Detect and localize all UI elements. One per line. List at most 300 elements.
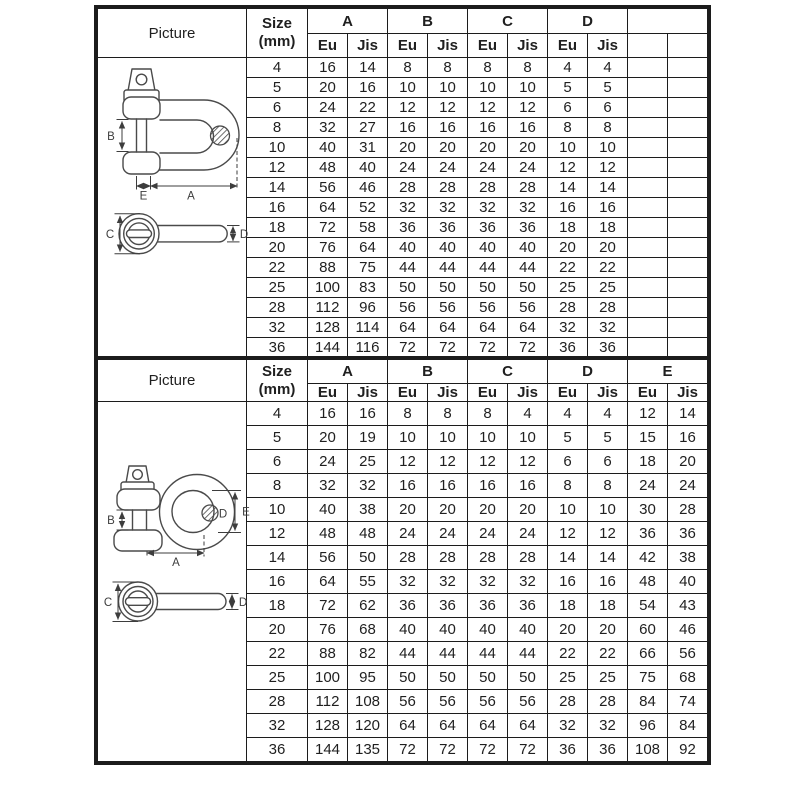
value-cell: 72	[508, 338, 548, 358]
dimension-d	[226, 594, 247, 610]
value-cell: 12	[428, 450, 468, 474]
value-cell	[668, 78, 708, 98]
value-cell	[628, 138, 668, 158]
value-cell: 50	[508, 666, 548, 690]
value-cell: 10	[468, 426, 508, 450]
value-cell: 14	[548, 178, 588, 198]
top-lug	[123, 97, 160, 119]
value-cell: 40	[388, 618, 428, 642]
value-cell: 20	[308, 426, 348, 450]
value-cell: 32	[428, 570, 468, 594]
value-cell	[628, 158, 668, 178]
size-cell: 28	[247, 690, 308, 714]
size-header-line1: Size	[261, 15, 292, 32]
value-cell: 6	[548, 450, 588, 474]
subheader-jis: Jis	[588, 34, 628, 58]
value-cell: 4	[588, 58, 628, 78]
value-cell: 24	[628, 474, 668, 498]
value-cell: 52	[348, 198, 388, 218]
dee-shackle-drawing	[100, 58, 250, 263]
screw-slot	[126, 598, 151, 606]
value-cell: 50	[428, 666, 468, 690]
value-cell: 31	[348, 138, 388, 158]
dim-label-d-section: D	[218, 508, 228, 521]
value-cell: 72	[388, 738, 428, 762]
value-cell: 36	[428, 594, 468, 618]
value-cell: 40	[468, 238, 508, 258]
value-cell: 20	[588, 238, 628, 258]
dee-shackle-front-view	[107, 69, 239, 203]
value-cell: 20	[388, 138, 428, 158]
value-cell: 108	[348, 690, 388, 714]
bow-shackle-svg	[100, 453, 252, 625]
value-cell: 72	[428, 738, 468, 762]
value-cell: 40	[308, 138, 348, 158]
value-cell: 72	[468, 338, 508, 358]
subheader-jis: Jis	[428, 34, 468, 58]
size-cell: 5	[247, 426, 308, 450]
value-cell: 12	[508, 450, 548, 474]
dim-label-e: E	[242, 506, 250, 519]
value-cell: 44	[468, 258, 508, 278]
value-cell: 4	[548, 58, 588, 78]
value-cell: 10	[548, 138, 588, 158]
value-cell: 4	[588, 402, 628, 426]
value-cell	[668, 238, 708, 258]
value-cell: 56	[308, 178, 348, 198]
pin-head-hole	[136, 74, 147, 85]
subheader-eu: Eu	[308, 34, 348, 58]
dimension-d	[227, 226, 248, 242]
value-cell: 20	[388, 498, 428, 522]
value-cell: 75	[628, 666, 668, 690]
value-cell	[628, 198, 668, 218]
dee-shackle-side-view	[106, 214, 248, 254]
value-cell: 25	[548, 666, 588, 690]
bow-shackle-side-view	[104, 582, 247, 622]
value-cell: 40	[428, 618, 468, 642]
value-cell: 43	[668, 594, 708, 618]
value-cell: 72	[468, 738, 508, 762]
column-group-b: B	[388, 9, 468, 34]
value-cell: 28	[428, 178, 468, 198]
value-cell	[668, 178, 708, 198]
value-cell	[668, 198, 708, 218]
value-cell: 10	[508, 426, 548, 450]
value-cell: 64	[308, 198, 348, 218]
subheader-eu: Eu	[548, 34, 588, 58]
value-cell: 76	[308, 618, 348, 642]
value-cell: 27	[348, 118, 388, 138]
value-cell: 15	[628, 426, 668, 450]
value-cell: 36	[388, 594, 428, 618]
value-cell: 112	[308, 298, 348, 318]
value-cell: 44	[468, 642, 508, 666]
value-cell: 10	[388, 426, 428, 450]
value-cell: 32	[468, 570, 508, 594]
value-cell: 18	[588, 594, 628, 618]
value-cell: 20	[308, 78, 348, 98]
value-cell: 6	[588, 98, 628, 118]
value-cell: 8	[468, 402, 508, 426]
value-cell	[668, 258, 708, 278]
value-cell: 40	[468, 618, 508, 642]
value-cell: 12	[428, 98, 468, 118]
value-cell: 12	[588, 522, 628, 546]
value-cell: 50	[428, 278, 468, 298]
value-cell: 36	[668, 522, 708, 546]
value-cell: 14	[548, 546, 588, 570]
value-cell: 28	[468, 178, 508, 198]
size-cell: 6	[247, 450, 308, 474]
value-cell: 10	[588, 498, 628, 522]
value-cell: 24	[468, 522, 508, 546]
value-cell: 44	[508, 642, 548, 666]
size-cell: 4	[247, 58, 308, 78]
value-cell: 10	[468, 78, 508, 98]
value-cell: 128	[308, 318, 348, 338]
value-cell: 24	[388, 522, 428, 546]
value-cell	[628, 338, 668, 358]
value-cell: 36	[508, 594, 548, 618]
value-cell: 10	[428, 426, 468, 450]
value-cell: 84	[668, 714, 708, 738]
value-cell: 50	[468, 666, 508, 690]
value-cell: 24	[508, 158, 548, 178]
value-cell: 16	[548, 198, 588, 218]
value-cell: 82	[348, 642, 388, 666]
value-cell: 54	[628, 594, 668, 618]
value-cell: 22	[588, 642, 628, 666]
value-cell: 14	[588, 178, 628, 198]
value-cell: 8	[588, 118, 628, 138]
value-cell: 83	[348, 278, 388, 298]
value-cell: 12	[388, 98, 428, 118]
value-cell: 32	[428, 198, 468, 218]
value-cell: 64	[468, 714, 508, 738]
column-group-blank	[628, 9, 708, 34]
column-group-d: D	[548, 9, 628, 34]
value-cell: 64	[388, 318, 428, 338]
value-cell: 76	[308, 238, 348, 258]
column-group-c: C	[468, 9, 548, 34]
value-cell: 36	[588, 338, 628, 358]
value-cell: 36	[548, 738, 588, 762]
subheader-blank	[628, 34, 668, 58]
subheader-eu: Eu	[388, 34, 428, 58]
value-cell: 6	[548, 98, 588, 118]
value-cell: 28	[588, 298, 628, 318]
subheader-blank	[668, 34, 708, 58]
value-cell: 112	[308, 690, 348, 714]
dim-label-e: E	[139, 190, 148, 203]
value-cell: 88	[308, 258, 348, 278]
subheader-jis: Jis	[588, 384, 628, 402]
dim-label-b: B	[107, 131, 115, 143]
size-cell: 5	[247, 78, 308, 98]
bow-shackle-front-view	[107, 466, 250, 569]
value-cell	[668, 98, 708, 118]
value-cell: 16	[388, 118, 428, 138]
value-cell	[628, 98, 668, 118]
value-cell: 68	[668, 666, 708, 690]
dimension-b	[107, 510, 128, 530]
value-cell: 20	[548, 618, 588, 642]
table-row	[98, 402, 708, 426]
column-group-c: C	[468, 360, 548, 384]
size-cell: 16	[247, 570, 308, 594]
value-cell: 74	[668, 690, 708, 714]
dimension-b	[107, 120, 128, 152]
subheader-jis: Jis	[668, 384, 708, 402]
value-cell	[668, 118, 708, 138]
value-cell: 44	[428, 258, 468, 278]
size-cell: 8	[247, 474, 308, 498]
value-cell: 28	[468, 546, 508, 570]
value-cell: 48	[348, 522, 388, 546]
value-cell: 114	[348, 318, 388, 338]
size-cell: 20	[247, 238, 308, 258]
size-cell: 18	[247, 218, 308, 238]
value-cell: 48	[628, 570, 668, 594]
size-column-header	[247, 360, 308, 402]
value-cell: 28	[508, 546, 548, 570]
value-cell: 10	[508, 78, 548, 98]
value-cell: 32	[388, 570, 428, 594]
value-cell	[628, 118, 668, 138]
value-cell: 12	[468, 450, 508, 474]
value-cell: 32	[508, 570, 548, 594]
size-cell: 32	[247, 318, 308, 338]
value-cell: 4	[548, 402, 588, 426]
value-cell: 20	[428, 138, 468, 158]
picture-column-header: Picture	[98, 9, 247, 58]
value-cell: 8	[548, 118, 588, 138]
value-cell: 5	[548, 426, 588, 450]
value-cell: 128	[308, 714, 348, 738]
size-cell: 32	[247, 714, 308, 738]
value-cell: 50	[348, 546, 388, 570]
value-cell: 36	[388, 218, 428, 238]
size-cell: 22	[247, 642, 308, 666]
value-cell	[628, 58, 668, 78]
value-cell: 20	[468, 138, 508, 158]
value-cell: 16	[428, 118, 468, 138]
subheader-jis: Jis	[508, 384, 548, 402]
size-cell: 14	[247, 546, 308, 570]
value-cell: 18	[628, 450, 668, 474]
value-cell: 24	[468, 158, 508, 178]
value-cell: 36	[548, 338, 588, 358]
value-cell: 24	[508, 522, 548, 546]
value-cell: 20	[508, 138, 548, 158]
value-cell: 10	[428, 78, 468, 98]
subheader-eu: Eu	[548, 384, 588, 402]
value-cell: 135	[348, 738, 388, 762]
value-cell: 32	[548, 318, 588, 338]
value-cell: 24	[668, 474, 708, 498]
bow-shackle-drawing	[100, 453, 252, 625]
value-cell: 25	[588, 278, 628, 298]
value-cell: 16	[308, 58, 348, 78]
value-cell: 56	[428, 690, 468, 714]
value-cell: 22	[548, 642, 588, 666]
value-cell: 16	[348, 402, 388, 426]
column-group-a: A	[308, 360, 388, 384]
value-cell: 12	[468, 98, 508, 118]
subheader-jis: Jis	[348, 34, 388, 58]
value-cell: 116	[348, 338, 388, 358]
value-cell: 44	[428, 642, 468, 666]
size-cell: 8	[247, 118, 308, 138]
size-cell: 18	[247, 594, 308, 618]
value-cell	[628, 258, 668, 278]
value-cell: 5	[588, 78, 628, 98]
value-cell: 40	[508, 238, 548, 258]
size-cell: 28	[247, 298, 308, 318]
value-cell: 8	[548, 474, 588, 498]
value-cell	[628, 318, 668, 338]
value-cell	[628, 178, 668, 198]
value-cell: 24	[428, 522, 468, 546]
value-cell: 64	[348, 238, 388, 258]
value-cell: 16	[428, 474, 468, 498]
value-cell: 64	[508, 318, 548, 338]
value-cell: 28	[668, 498, 708, 522]
value-cell	[668, 318, 708, 338]
value-cell: 95	[348, 666, 388, 690]
value-cell: 96	[348, 298, 388, 318]
value-cell: 64	[428, 714, 468, 738]
value-cell: 18	[548, 594, 588, 618]
value-cell: 56	[428, 298, 468, 318]
value-cell: 88	[308, 642, 348, 666]
value-cell	[628, 238, 668, 258]
value-cell: 5	[588, 426, 628, 450]
size-cell: 22	[247, 258, 308, 278]
dim-label-b: B	[107, 515, 115, 527]
value-cell: 22	[348, 98, 388, 118]
dim-label-a: A	[172, 557, 180, 569]
size-column-header	[247, 9, 308, 58]
value-cell: 16	[468, 474, 508, 498]
value-cell: 12	[548, 158, 588, 178]
value-cell: 56	[508, 298, 548, 318]
value-cell: 32	[548, 714, 588, 738]
value-cell: 64	[468, 318, 508, 338]
value-cell: 36	[428, 218, 468, 238]
value-cell: 62	[348, 594, 388, 618]
subheader-jis: Jis	[428, 384, 468, 402]
size-cell: 4	[247, 402, 308, 426]
value-cell: 68	[348, 618, 388, 642]
value-cell: 40	[428, 238, 468, 258]
value-cell: 28	[388, 546, 428, 570]
column-group-e: E	[628, 360, 708, 384]
value-cell: 24	[308, 450, 348, 474]
value-cell: 40	[668, 570, 708, 594]
size-cell: 14	[247, 178, 308, 198]
value-cell	[668, 58, 708, 78]
value-cell: 50	[388, 666, 428, 690]
value-cell: 72	[428, 338, 468, 358]
top-lug	[117, 489, 160, 510]
pin-shaft-side	[151, 594, 226, 610]
value-cell: 66	[628, 642, 668, 666]
size-cell: 36	[247, 338, 308, 358]
dim-label-d-side: D	[238, 597, 248, 609]
value-cell: 24	[308, 98, 348, 118]
value-cell: 44	[508, 258, 548, 278]
value-cell: 100	[308, 666, 348, 690]
value-cell	[668, 218, 708, 238]
value-cell: 16	[548, 570, 588, 594]
value-cell: 32	[348, 474, 388, 498]
size-header-line1: Size	[261, 362, 292, 380]
value-cell: 46	[348, 178, 388, 198]
value-cell: 16	[348, 78, 388, 98]
value-cell	[628, 78, 668, 98]
size-cell: 10	[247, 138, 308, 158]
value-cell: 75	[348, 258, 388, 278]
value-cell	[628, 298, 668, 318]
value-cell: 22	[548, 258, 588, 278]
value-cell: 16	[388, 474, 428, 498]
value-cell: 72	[308, 594, 348, 618]
value-cell: 40	[388, 238, 428, 258]
value-cell: 56	[308, 546, 348, 570]
value-cell: 16	[508, 118, 548, 138]
size-header-line2: (mm)	[258, 33, 296, 50]
value-cell: 36	[508, 218, 548, 238]
pin-cross-section-hatch	[211, 126, 230, 145]
value-cell: 100	[308, 278, 348, 298]
value-cell: 16	[308, 402, 348, 426]
value-cell: 28	[548, 690, 588, 714]
value-cell: 8	[388, 58, 428, 78]
bottom-lug	[123, 152, 160, 174]
value-cell: 144	[308, 738, 348, 762]
value-cell: 12	[628, 402, 668, 426]
value-cell: 58	[348, 218, 388, 238]
value-cell: 22	[588, 258, 628, 278]
value-cell: 55	[348, 570, 388, 594]
value-cell: 56	[508, 690, 548, 714]
value-cell: 44	[388, 258, 428, 278]
value-cell: 8	[468, 58, 508, 78]
value-cell	[668, 278, 708, 298]
value-cell: 16	[588, 198, 628, 218]
value-cell: 12	[548, 522, 588, 546]
dim-label-a: A	[187, 190, 195, 203]
value-cell: 84	[628, 690, 668, 714]
value-cell: 64	[508, 714, 548, 738]
value-cell: 14	[588, 546, 628, 570]
value-cell: 8	[388, 402, 428, 426]
value-cell: 46	[668, 618, 708, 642]
value-cell: 36	[468, 594, 508, 618]
value-cell: 28	[588, 690, 628, 714]
value-cell: 8	[588, 474, 628, 498]
size-cell: 20	[247, 618, 308, 642]
subheader-eu: Eu	[388, 384, 428, 402]
value-cell: 25	[548, 278, 588, 298]
value-cell: 8	[428, 58, 468, 78]
value-cell: 32	[588, 714, 628, 738]
value-cell: 30	[628, 498, 668, 522]
value-cell: 16	[668, 426, 708, 450]
value-cell: 40	[508, 618, 548, 642]
